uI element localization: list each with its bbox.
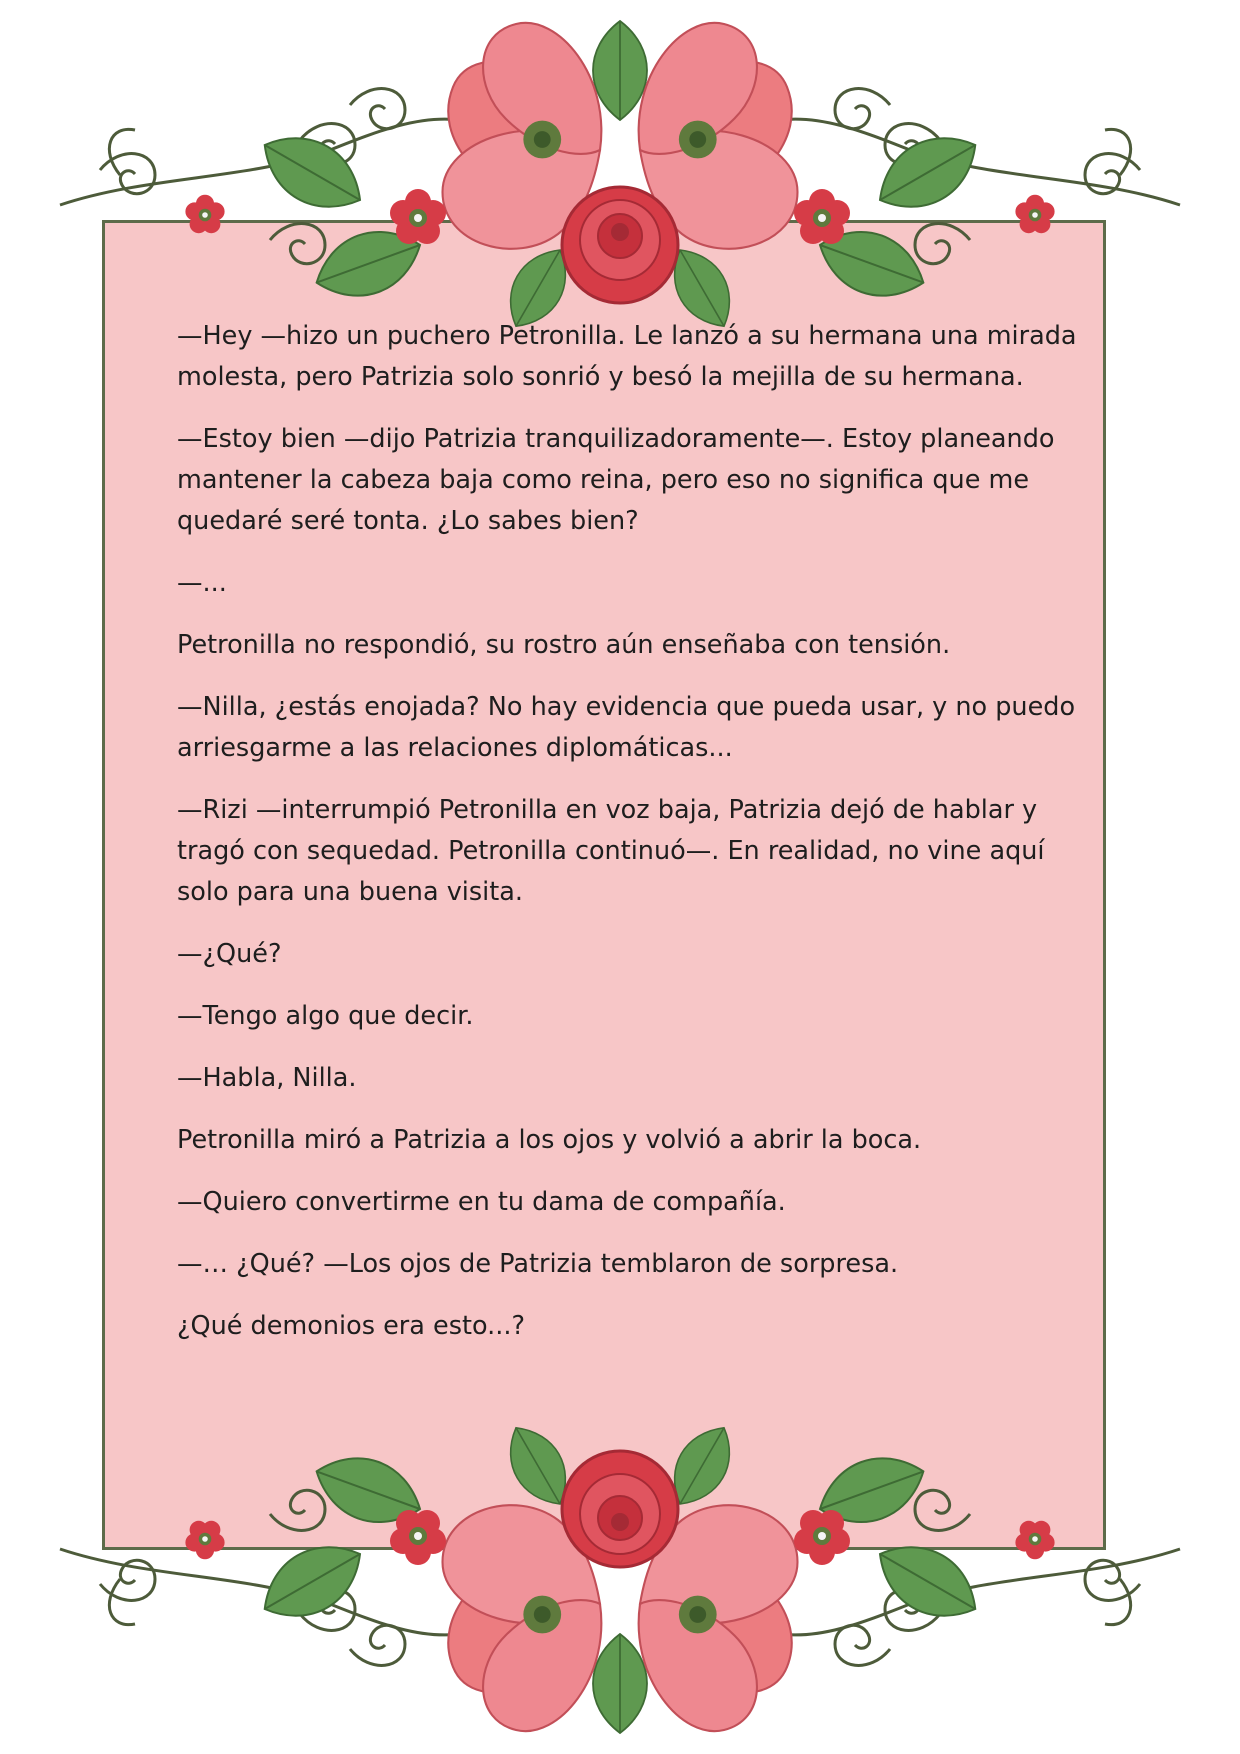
paragraph: Petronilla no respondió, su rostro aún enseñaba con tensión.	[177, 630, 951, 660]
paragraph: —Habla, Nilla.	[177, 1063, 357, 1093]
paragraph: —Estoy bien —dijo Patrizia tranquilizadoramente—. Estoy planeando mantener la cabeza baja como reina, pero eso no significa que me quedaré seré tonta. ¿Lo sabes bien?	[177, 424, 1055, 536]
paragraph: —Hey —hizo un puchero Petronilla. Le lanzó a su hermana una mirada molesta, pero Patrizia solo sonrió y besó la mejilla de su hermana.	[177, 321, 1077, 392]
paragraph: Petronilla miró a Patrizia a los ojos y volvió a abrir la boca.	[177, 1125, 922, 1155]
story-text	[177, 316, 1077, 1368]
paragraph: —… ¿Qué? —Los ojos de Patrizia temblaron de sorpresa.	[177, 1249, 899, 1279]
floral-ornament-top-icon	[0, 0, 1240, 360]
paragraph: —Rizi —interrumpió Petronilla en voz baja, Patrizia dejó de hablar y tragó con sequedad. Petronilla continuó—. En realidad, no vine aquí solo para una buena visita.	[177, 795, 1045, 907]
paragraph: —¿Qué?	[177, 939, 282, 969]
paragraph: —Tengo algo que decir.	[177, 1001, 474, 1031]
paragraph: ¿Qué demonios era esto...?	[177, 1311, 525, 1341]
paragraph: —Nilla, ¿estás enojada? No hay evidencia que pueda usar, y no puedo arriesgarme a las relaciones diplomáticas...	[177, 692, 1076, 763]
floral-ornament-bottom-icon	[0, 1394, 1240, 1754]
paragraph: —...	[177, 568, 227, 598]
paragraph: —Quiero convertirme en tu dama de compañía.	[177, 1187, 786, 1217]
